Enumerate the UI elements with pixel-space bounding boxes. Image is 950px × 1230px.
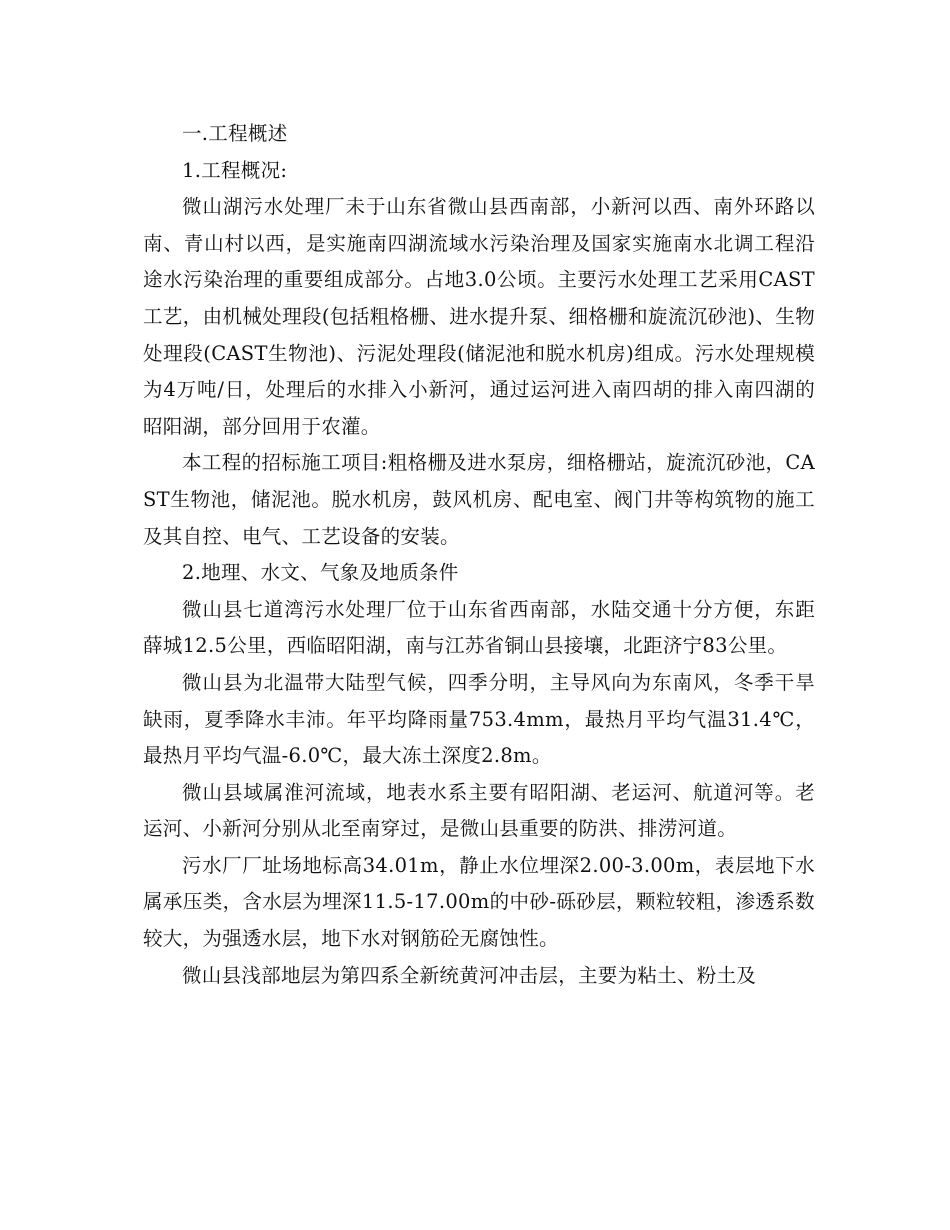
document-body — [143, 116, 815, 994]
paragraph-location: 微山县七道湾污水处理厂位于山东省西南部，水陆交通十分方便，东距薛城12.5公里，西临昭阳湖，南与江苏省铜山县接壤，北距济宁83公里。 — [143, 597, 815, 658]
paragraph-groundwater: 污水厂厂址场地标高34.01m，静止水位埋深2.00-3.00m，表层地下水属承压类，含水层为埋深11.5-17.00m的中砂-砾砂层，颗粒较粗，渗透系数较大，为强透水层，地下水对钢筋砼无腐蚀性。 — [143, 853, 815, 951]
paragraph-geology: 微山县浅部地层为第四系全新统黄河冲击层，主要为粘土、粉土及 — [182, 963, 757, 987]
paragraph-hydrology: 微山县域属淮河流域，地表水系主要有昭阳湖、老运河、航道河等。老运河、小新河分别从北至南穿过，是微山县重要的防洪、排涝河道。 — [143, 780, 815, 841]
subsection-title-conditions: 2.地理、水文、气象及地质条件 — [182, 561, 459, 585]
paragraph-plant-description: 微山湖污水处理厂未于山东省微山县西南部，小新河以西、南外环路以南、青山村以西，是实施南四湖流域水污染治理及国家实施南水北调工程沿途水污染治理的重要组成部分。占地3.0公顷。主要污水处理工艺采用CAST工艺，由机械处理段(包括粗格栅、进水提升泵、细格栅和旋流沉砂池)、生物处理段(CAST生物池)、污泥处理段(储泥池和脱水机房)组成。污水处理规模为4万吨/日，处理后的水排入小新河，通过运河进入南四胡的排入南四湖的昭阳湖，部分回用于农灌。 — [143, 195, 815, 438]
section-title: 一.工程概述 — [182, 122, 288, 145]
subsection-title-overview: 1.工程概况: — [182, 158, 288, 182]
paragraph-bid-scope: 本工程的招标施工项目:粗格栅及进水泵房，细格栅站，旋流沉砂池，CAST生物池，储泥池。脱水机房，鼓风机房、配电室、阀门井等构筑物的施工及其自控、电气、工艺设备的安装。 — [143, 451, 815, 548]
paragraph-climate: 微山县为北温带大陆型气候，四季分明，主导风向为东南风，冬季干旱缺雨，夏季降水丰沛。年平均降雨量753.4mm，最热月平均气温31.4℃，最热月平均气温-6.0℃，最大冻土深度2.8m。 — [143, 670, 815, 768]
